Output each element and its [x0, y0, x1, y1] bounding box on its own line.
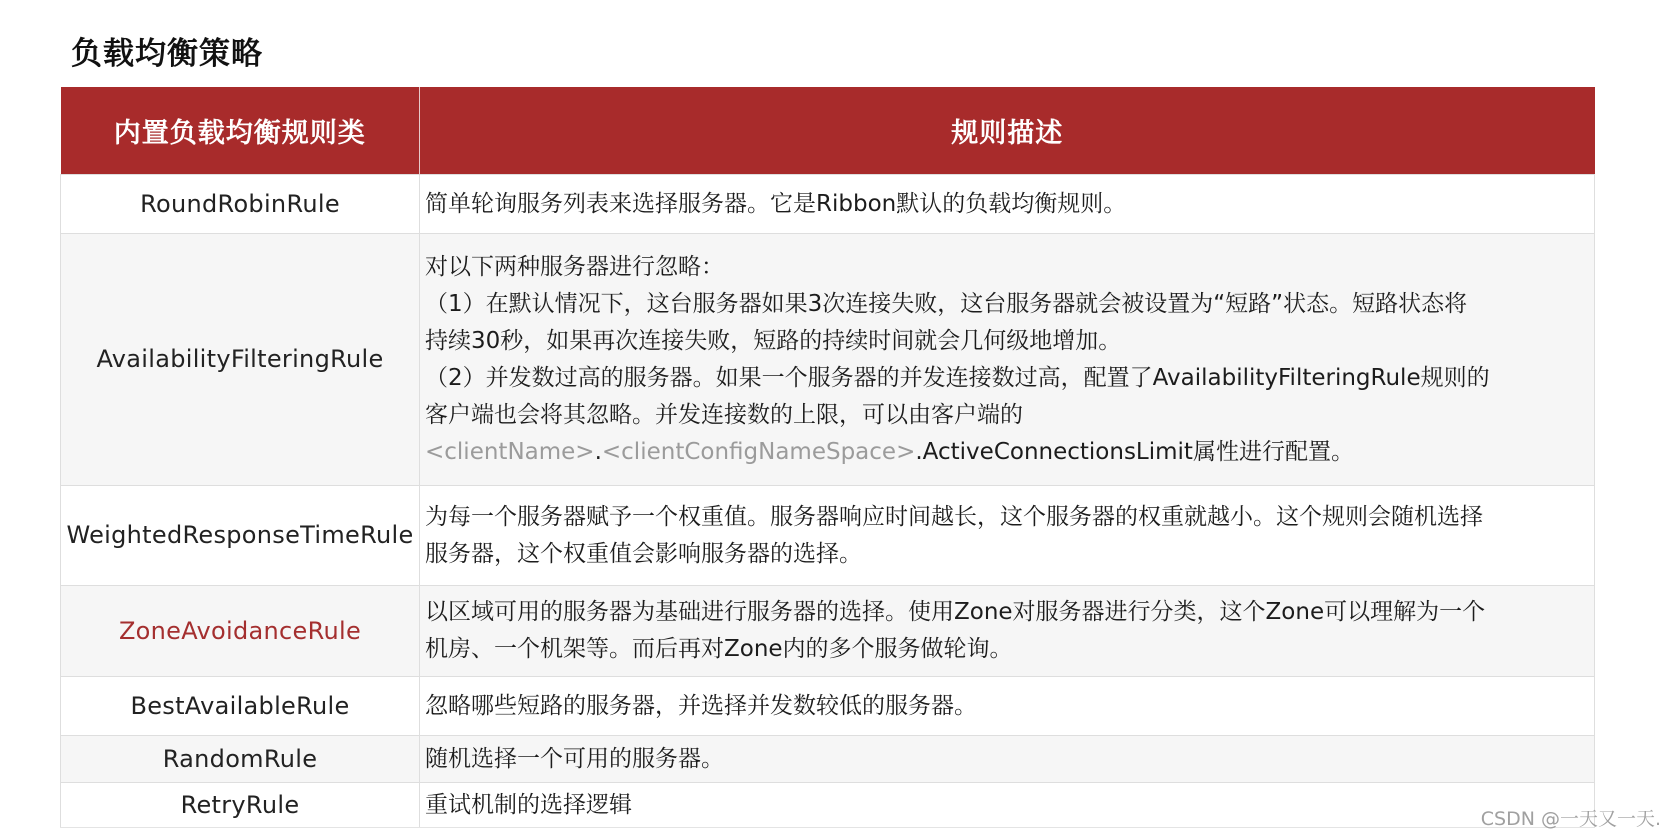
- rule-description: 忽略哪些短路的服务器，并选择并发数较低的服务器。: [420, 677, 1595, 736]
- rule-description: [420, 486, 1595, 586]
- path-separator: .: [594, 438, 602, 465]
- page-title: 负载均衡策略: [71, 36, 263, 72]
- description-line: （1）在默认情况下，这台服务器如果3次连接失败，这台服务器就会被设置为“短路”状态。短路状态将: [425, 290, 1468, 317]
- rules-table: [60, 87, 1595, 828]
- table-row: [61, 677, 1595, 736]
- table-row: [61, 175, 1595, 234]
- rule-name: RandomRule: [61, 736, 420, 783]
- table-row: [61, 586, 1595, 677]
- column-header-rule-description: 规则描述: [420, 87, 1595, 175]
- rule-description: 简单轮询服务列表来选择服务器。它是Ribbon默认的负载均衡规则。: [420, 175, 1595, 234]
- client-config-namespace-placeholder: <clientConfigNameSpace>: [601, 438, 916, 465]
- rule-description: [420, 234, 1595, 486]
- client-name-placeholder: <clientName>: [425, 438, 595, 465]
- table-row: [61, 234, 1595, 486]
- description-line: 持续30秒，如果再次连接失败，短路的持续时间就会几何级地增加。: [425, 327, 1122, 354]
- rule-description: 重试机制的选择逻辑: [420, 783, 1595, 828]
- description-line: 服务器，这个权重值会影响服务器的选择。: [425, 540, 862, 567]
- description-line: 为每一个服务器赋予一个权重值。服务器响应时间越长，这个服务器的权重就越小。这个规则会随机选择: [425, 503, 1483, 530]
- table-header-row: [61, 87, 1595, 175]
- config-property-text: .ActiveConnectionsLimit属性进行配置。: [915, 438, 1354, 465]
- rule-name: AvailabilityFilteringRule: [61, 234, 420, 486]
- description-line: 客户端也会将其忽略。并发连接数的上限，可以由客户端的: [425, 401, 1023, 428]
- description-line: （2）并发数过高的服务器。如果一个服务器的并发连接数过高，配置了AvailabilityFilteringRule规则的: [425, 364, 1490, 391]
- rule-name: RetryRule: [61, 783, 420, 828]
- description-line: 以区域可用的服务器为基础进行服务器的选择。使用Zone对服务器进行分类，这个Zone可以理解为一个: [425, 599, 1486, 625]
- rule-name: RoundRobinRule: [61, 175, 420, 234]
- rule-name: WeightedResponseTimeRule: [61, 486, 420, 586]
- rule-description: [420, 586, 1595, 677]
- description-line: 机房、一个机架等。而后再对Zone内的多个服务做轮询。: [425, 636, 1013, 662]
- table-row: [61, 783, 1595, 828]
- table-row: [61, 736, 1595, 783]
- rule-description: 随机选择一个可用的服务器。: [420, 736, 1595, 783]
- table-row: [61, 486, 1595, 586]
- config-path-line: [425, 434, 1586, 471]
- rule-name: ZoneAvoidanceRule: [61, 586, 420, 677]
- rule-name: BestAvailableRule: [61, 677, 420, 736]
- description-line: 对以下两种服务器进行忽略：: [425, 253, 724, 280]
- watermark: CSDN @一天又一天.: [1480, 808, 1661, 830]
- column-header-rule-class: 内置负载均衡规则类: [61, 87, 420, 175]
